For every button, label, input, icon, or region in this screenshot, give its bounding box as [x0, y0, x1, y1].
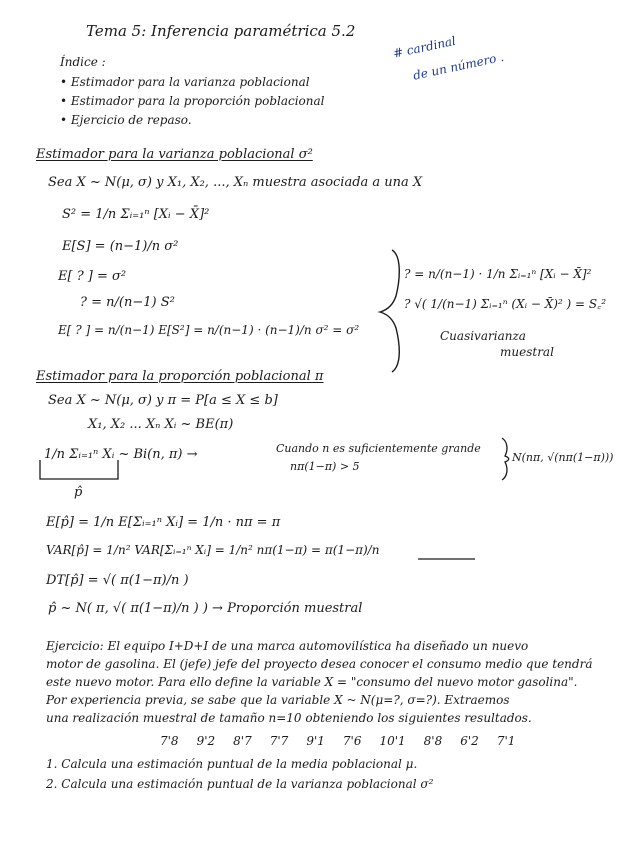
page-title: Tema 5: Inferencia paramétrica 5.2	[86, 22, 356, 40]
margin-note-line1: # cardinal	[391, 33, 458, 61]
brace-section1	[380, 250, 399, 372]
section2-heading: Estimador para la proporción poblacional π	[36, 369, 324, 384]
condition-large-n: Cuando n es suficientemente grande	[276, 442, 481, 455]
sample-value: 7'1	[496, 734, 516, 748]
index-item: • Estimador para la varianza poblacional	[60, 75, 310, 89]
exercise-line: una realización muestral de tamaño n=10 obteniendo los siguientes resultados.	[46, 711, 532, 725]
sample-value: 8'7	[233, 734, 252, 748]
sample-data-row	[160, 734, 515, 748]
section1-intro: Sea X ~ N(μ, σ) y X₁, X₂, ..., Xₙ muestra asociada a una X	[48, 175, 423, 190]
eq-right-2: ? √( 1/(n−1) Σᵢ₌₁ⁿ (Xᵢ − X̄)² ) = S꜀²	[404, 297, 607, 311]
sample-value: 7'7	[269, 734, 289, 748]
eq-right-1: ? = n/(n−1) · 1/n Σᵢ₌₁ⁿ [Xᵢ − X̄]²	[404, 267, 592, 281]
eq-expected-s: E[S] = (n−1)/n σ²	[62, 239, 179, 254]
question: 1. Calcula una estimación puntual de la media poblacional μ.	[46, 757, 418, 771]
index-item: • Ejercicio de repaso.	[60, 113, 192, 127]
brace-normal	[502, 438, 509, 480]
sample-value: 6'2	[460, 734, 479, 748]
exercise-line: Ejercicio: El equipo I+D+I de una marca automovilística ha diseñado un nuevo	[46, 639, 529, 653]
eq-dt-phat: DT[p̂] = √( π(1−π)/n )	[46, 573, 189, 588]
muestral-label: muestral	[500, 345, 554, 359]
sample-value: 8'8	[423, 734, 443, 748]
sample-value: 9'1	[306, 734, 325, 748]
exercise-line: Por experiencia previa, se sabe que la variable X ~ N(μ=?, σ=?). Extraemos	[46, 693, 510, 707]
section1-heading: Estimador para la varianza poblacional σ²	[36, 147, 313, 162]
eq-expected-box: E[ ? ] = σ²	[58, 269, 127, 284]
normal-approx: N(nπ, √(nπ(1−π)))	[512, 451, 614, 464]
index-title: Índice :	[60, 55, 106, 69]
eq-chain: E[ ? ] = n/(n−1) E[S²] = n/(n−1) · (n−1)/n σ² = σ²	[58, 323, 360, 337]
exercise-line: este nuevo motor. Para ello define la variable X = "consumo del nuevo motor gasolina".	[46, 675, 578, 689]
eq-var-phat: VAR[p̂] = 1/n² VAR[Σᵢ₌₁ⁿ Xᵢ] = 1/n² nπ(1−π) = π(1−π)/n	[46, 543, 380, 557]
question: 2. Calcula una estimación puntual de la varianza poblacional σ²	[46, 777, 434, 791]
eq-dist-phat: p̂ ~ N( π, √( π(1−π)/n ) ) → Proporción muestral	[48, 601, 363, 616]
sample-value: 10'1	[379, 734, 406, 748]
index-item: • Estimador para la proporción poblacional	[60, 94, 325, 108]
eq-sum-binomial: 1/n Σᵢ₌₁ⁿ Xᵢ ~ Bi(n, π) →	[44, 447, 198, 462]
eq-sample-variance: S² = 1/n Σᵢ₌₁ⁿ [Xᵢ − X̄]²	[62, 207, 210, 222]
section2-intro: Sea X ~ N(μ, σ) y π = P[a ≤ X ≤ b]	[48, 393, 278, 408]
eq-e-phat: E[p̂] = 1/n E[Σᵢ₌₁ⁿ Xᵢ] = 1/n · nπ = π	[46, 515, 281, 530]
sample-value: 9'2	[196, 734, 216, 748]
sample-value: 7'6	[342, 734, 362, 748]
eq-box-def: ? = n/(n−1) S²	[80, 295, 175, 310]
phat-label: p̂	[74, 485, 83, 500]
margin-note-line2: de un número .	[411, 49, 506, 83]
bracket-phat	[40, 460, 118, 479]
sample-value: 7'8	[160, 734, 179, 748]
cuasivarianza-label: Cuasivarianza	[440, 329, 526, 343]
condition-npi: nπ(1−π) > 5	[290, 460, 360, 473]
exercise-line: motor de gasolina. El (jefe) jefe del proyecto desea conocer el consumo medio que tendrá	[46, 657, 593, 671]
line-bernoulli: X₁, X₂ ... Xₙ Xᵢ ~ BE(π)	[88, 417, 234, 432]
